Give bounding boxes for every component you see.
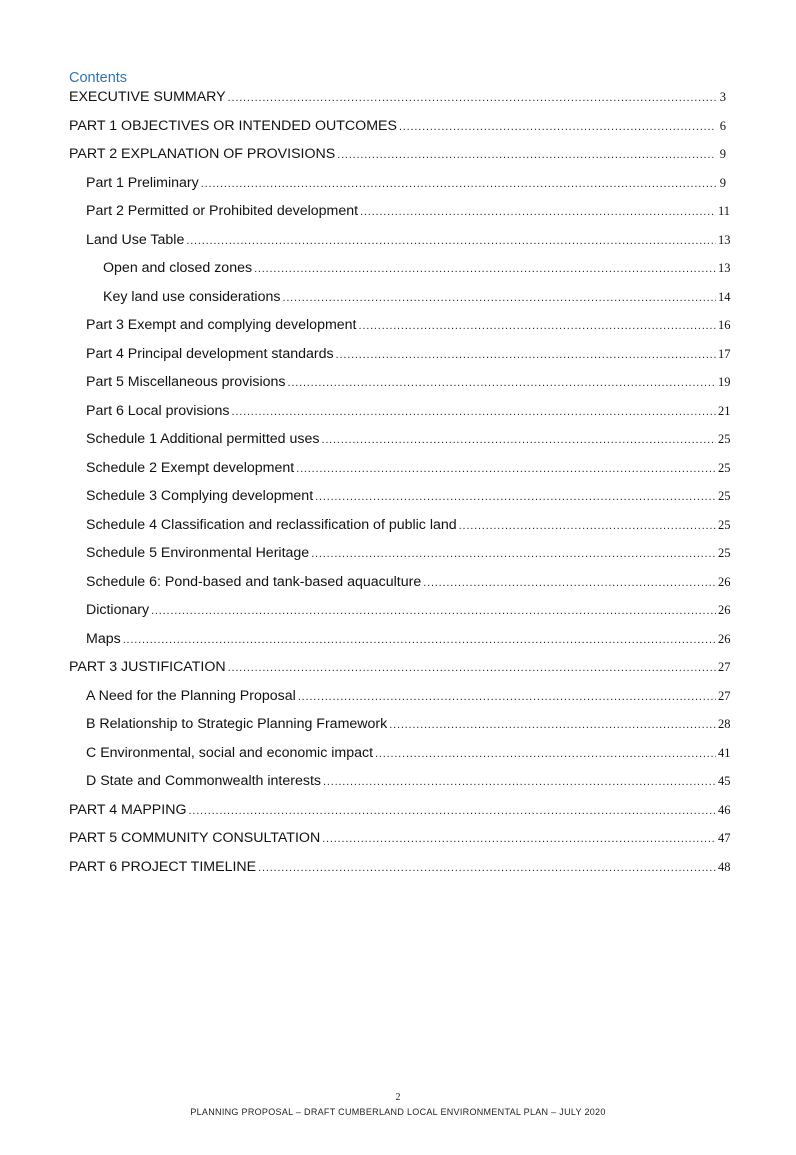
toc-entry-title: Maps: [86, 630, 121, 647]
toc-entry-page: 14: [718, 289, 731, 304]
toc-entry-page: 46: [718, 802, 731, 817]
dot-leader: [232, 401, 716, 423]
toc-entry-page: 26: [718, 631, 731, 646]
toc-entry-part-3-justification[interactable]: [69, 656, 731, 678]
toc-entry-part-6-local[interactable]: [86, 400, 731, 422]
toc-entry-title: Dictionary: [86, 602, 150, 618]
toc-entry-page: 13: [718, 232, 731, 247]
toc-entry-page: 27: [718, 660, 731, 674]
toc-entry-part-2[interactable]: [69, 143, 726, 165]
toc-entry-title: D State and Commonwealth interests: [86, 773, 321, 789]
dot-leader: [188, 800, 716, 822]
dot-leader: [296, 458, 716, 480]
toc-entry-title: B Relationship to Strategic Planning Framework: [86, 716, 388, 732]
dot-leader: [201, 173, 716, 195]
toc-entry-page: 16: [718, 318, 731, 332]
toc-entry-title: Land Use Table: [86, 231, 185, 248]
toc-entry-part-2-permitted[interactable]: [86, 200, 731, 222]
toc-entry-environmental[interactable]: [86, 742, 731, 764]
toc-entry-schedule-3[interactable]: [86, 485, 731, 507]
toc-entry-title: PART 5 COMMUNITY CONSULTATION: [69, 830, 321, 846]
dot-leader: [399, 116, 716, 138]
toc-entry-land-use-table[interactable]: [86, 229, 731, 251]
toc-entry-page: 25: [718, 517, 731, 532]
toc-entry-schedule-2[interactable]: [86, 457, 731, 479]
toc-entry-page: 21: [718, 403, 731, 418]
dot-leader: [322, 828, 716, 850]
dot-leader: [423, 572, 716, 594]
toc-entry-page: 17: [718, 346, 731, 361]
toc-entry-part-4-principal[interactable]: [86, 343, 731, 365]
toc-entry-title: Schedule 1 Additional permitted uses: [86, 431, 320, 447]
toc-entry-part-6-timeline[interactable]: [69, 856, 731, 878]
toc-entry-schedule-5[interactable]: [86, 542, 731, 564]
toc-entry-page: 47: [718, 831, 731, 845]
toc-entry-open-closed-zones[interactable]: [103, 257, 731, 279]
toc-entry-executive-summary[interactable]: [69, 86, 726, 108]
toc-entry-title: PART 2 EXPLANATION OF PROVISIONS: [69, 146, 336, 162]
toc-entry-title: A Need for the Planning Proposal: [86, 687, 296, 704]
dot-leader: [288, 372, 716, 394]
toc-entry-page: 25: [718, 460, 731, 475]
toc-entry-page: 19: [718, 375, 731, 389]
toc-heading: Contents: [69, 70, 128, 86]
toc-entry-part-4-mapping[interactable]: [69, 799, 731, 821]
toc-entry-title: PART 4 MAPPING: [69, 801, 187, 818]
dot-leader: [315, 486, 716, 508]
dot-leader: [389, 714, 716, 736]
toc-entry-part-3-exempt[interactable]: [86, 314, 731, 336]
toc-entry-page: 13: [718, 261, 731, 275]
dot-leader: [151, 600, 716, 622]
toc-entry-title: Part 3 Exempt and complying development: [86, 317, 357, 333]
toc-entry-title: Schedule 2 Exempt development: [86, 459, 295, 476]
toc-entry-page: 25: [718, 489, 731, 503]
toc-entry-page: 28: [718, 717, 731, 731]
toc-entry-page: 25: [718, 432, 731, 446]
toc-entry-relationship[interactable]: [86, 713, 731, 735]
toc-entry-dictionary[interactable]: [86, 599, 731, 621]
toc-entry-title: EXECUTIVE SUMMARY: [69, 89, 226, 105]
dot-leader: [228, 87, 716, 109]
toc-entry-state-commonwealth[interactable]: [86, 770, 731, 792]
toc-entry-part-5-consultation[interactable]: [69, 827, 731, 849]
toc-entry-page: 6: [719, 118, 726, 133]
toc-entry-page: 3: [719, 90, 726, 104]
toc-entry-title: Schedule 6: Pond-based and tank-based aquaculture: [86, 573, 422, 590]
footer-document-title: PLANNING PROPOSAL – DRAFT CUMBERLAND LOCAL ENVIRONMENTAL PLAN – JULY 2020: [190, 1107, 606, 1117]
dot-leader: [321, 429, 716, 451]
dot-leader: [323, 771, 716, 793]
toc-entry-page: 9: [719, 175, 726, 190]
toc-entry-page: 9: [719, 147, 726, 161]
toc-entry-title: Part 4 Principal development standards: [86, 345, 334, 362]
toc-entry-page: 48: [718, 859, 731, 874]
dot-leader: [298, 686, 716, 708]
toc-entry-page: 41: [718, 745, 731, 760]
toc-entry-key-land-use[interactable]: [103, 286, 731, 308]
toc-entry-title: Part 1 Preliminary: [86, 174, 199, 191]
dot-leader: [254, 258, 716, 280]
toc-entry-title: Part 6 Local provisions: [86, 402, 230, 419]
toc-entry-title: Schedule 5 Environmental Heritage: [86, 545, 310, 561]
toc-entry-part-1-preliminary[interactable]: [86, 172, 726, 194]
dot-leader: [360, 201, 716, 223]
toc-entry-title: Open and closed zones: [103, 260, 253, 276]
toc-entry-title: PART 6 PROJECT TIMELINE: [69, 858, 257, 875]
toc-entry-part-1[interactable]: [69, 115, 726, 137]
toc-entry-title: Schedule 3 Complying development: [86, 488, 314, 504]
dot-leader: [459, 515, 716, 537]
toc-entry-page: 25: [718, 546, 731, 560]
dot-leader: [337, 144, 716, 166]
dot-leader: [336, 344, 716, 366]
toc-entry-page: 26: [718, 603, 731, 617]
dot-leader: [359, 315, 717, 337]
toc-entry-page: 45: [718, 774, 731, 788]
toc-entry-schedule-1[interactable]: [86, 428, 731, 450]
toc-entry-title: PART 1 OBJECTIVES OR INTENDED OUTCOMES: [69, 117, 397, 134]
dot-leader: [123, 629, 716, 651]
toc-entry-page: 27: [718, 688, 731, 703]
toc-entry-maps[interactable]: [86, 628, 731, 650]
toc-entry-part-5-misc[interactable]: [86, 371, 731, 393]
toc-entry-title: C Environmental, social and economic impact: [86, 744, 374, 761]
toc-entry-need[interactable]: [86, 685, 731, 707]
dot-leader: [375, 743, 716, 765]
toc-entry-schedule-4[interactable]: [86, 514, 731, 536]
toc-entry-page: 26: [718, 574, 731, 589]
dot-leader: [282, 287, 716, 309]
toc-entry-title: Part 5 Miscellaneous provisions: [86, 374, 286, 390]
dot-leader: [228, 657, 716, 679]
toc-entry-title: PART 3 JUSTIFICATION: [69, 659, 226, 675]
toc-entry-title: Part 2 Permitted or Prohibited development: [86, 203, 359, 219]
footer-page-number: 2: [395, 1092, 401, 1103]
toc-entry-page: 11: [718, 204, 731, 218]
dot-leader: [311, 543, 716, 565]
toc-entry-title: Schedule 4 Classification and reclassification of public land: [86, 516, 457, 533]
toc-entry-title: Key land use considerations: [103, 288, 281, 305]
dot-leader: [258, 857, 716, 879]
toc-entry-schedule-6[interactable]: [86, 571, 731, 593]
dot-leader: [186, 230, 716, 252]
